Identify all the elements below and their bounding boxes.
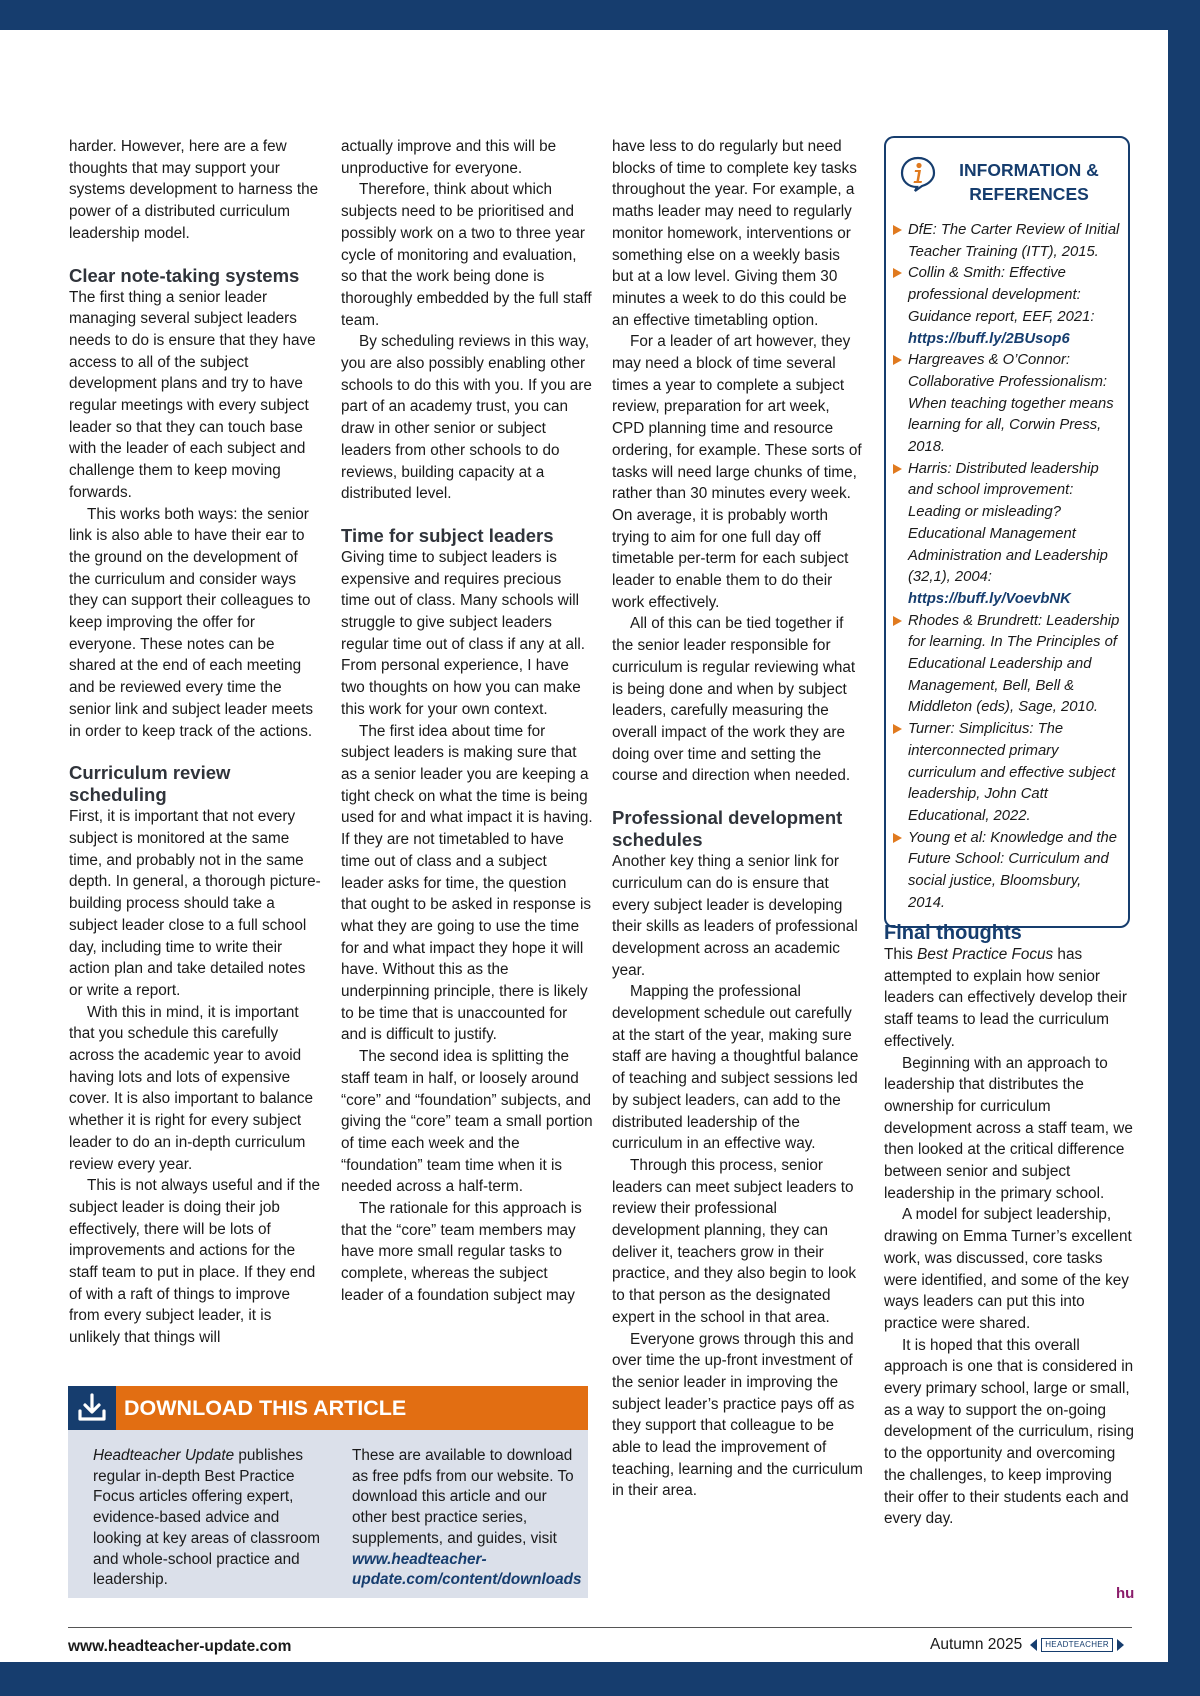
section-heading-final-thoughts: Final thoughts [884,922,1022,944]
paragraph: Everyone grows through this and over time the up-front investment of the senior leader in improving the subject leader’s practice pays off as they support that colleague to be able to lead the improvement of teaching, learning and the curriculum in their area. [612,1330,863,1500]
footer-url[interactable]: www.headteacher-update.com [68,1638,292,1655]
paragraph: This Best Practice Focus has attempted to explain how senior leaders can effectively develop their staff teams to lead the curriculum effectively. [884,946,1127,1050]
paragraph: harder. However, here are a few thoughts that may support your systems development to harness the power of a distributed curriculum leadership model. [69,138,319,242]
footer-issue [930,1636,1124,1654]
paragraph: Therefore, think about which subjects need to be prioritised and possibly work on a two to three year cycle of monitoring and evaluation, so that the work being done is thoroughly embedded by the full staff team. [341,181,592,329]
previous-page-icon[interactable] [1030,1639,1037,1651]
section-heading-professional-development: Professional development schedules [612,807,843,851]
paragraph: have less to do regularly but need blocks of time to complete key tasks throughout the year. For example, a maths leader may need to regularly monitor homework, interventions or something else on a weekly basis but at a low level. Giving them 30 minutes a week to do this could be an effective timetabling option. [612,138,857,329]
paragraph: For a leader of art however, they may need a block of time several times a year to complete a subject review, preparation for art week, CPD planning time and resource ordering, for example. These sorts of tasks will need large chunks of time, rather than 30 minutes every week. On average, it is probably worth trying to aim for one full day off timetable per-term for each subject leader to enable them to do their work effectively. [612,333,862,611]
section-heading-curriculum-review: Curriculum review scheduling [69,762,231,806]
article-column-1 [69,136,321,1349]
download-article-box [68,1386,588,1598]
article-column-4 [884,922,1134,1530]
paragraph: The first thing a senior leader managing several subject leaders needs to do is ensure that they have access to all of the subject development plans and try to have regular meetings with every subject leader so that they can touch base with the leader of each subject and challenge them to keep moving forwards. [69,288,316,501]
paragraph: By scheduling reviews in this way, you are also possibly enabling other schools to do this with you. If you are part of an academy trust, you can draw in other senior or subject leaders from other schools to do reviews, building capacity at a distributed level. [341,333,592,503]
information-references-box [884,136,1130,928]
reference-item: Collin & Smith: Effective professional development: Guidance report, EEF, 2021: https://buff.ly/2BUsop6 [892,263,1122,350]
reference-item: Turner: Simplicitus: The interconnected primary curriculum and effective subject leadership, John Catt Educational, 2022. [892,719,1122,828]
paragraph: The second idea is splitting the staff team in half, or loosely around “core” and “foundation” subjects, and giving the “core” team a small portion of time each week and the “foundation” team time when it is needed across a half-term. [341,1048,593,1196]
reference-list [892,220,1122,915]
reference-item: Harris: Distributed leadership and school improvement: Leading or misleading? Educational Management Administration and Leadership (32,1), 2004: https://buff.ly/VoevbNK [892,459,1122,611]
paragraph: Through this process, senior leaders can meet subject leaders to review their professional development planning, they can deliver it, teachers grow in their practice, and they also begin to look to that person as the designated expert in the school in that area. [612,1156,857,1326]
reference-link[interactable]: https://buff.ly/VoevbNK [908,590,1071,607]
reference-item: Young et al: Knowledge and the Future School: Curriculum and social justice, Bloomsbury, 2014. [892,828,1122,915]
download-title: DOWNLOAD THIS ARTICLE [124,1396,407,1420]
end-mark: hu [1116,1585,1135,1602]
info-icon [900,156,936,192]
section-heading-time: Time for subject leaders [341,524,554,546]
download-text-left: Headteacher Update publishes regular in-depth Best Practice Focus articles offering expert, evidence-based advice and looking at key areas of classroom and whole-school practice and leadership. [93,1447,321,1589]
paragraph: Beginning with an approach to leadership that distributes the ownership for curriculum development across a staff team, we then looked at the critical difference between senior and subject leadership in the primary school. [884,1054,1133,1202]
download-icon-box [68,1386,116,1430]
reference-item: Rhodes & Brundrett: Leadership for learning. In The Principles of Educational Leadership and Management, Bell, Bell & Middleton (eds), Sage, 2010. [892,611,1122,720]
reference-item: DfE: The Carter Review of Initial Teacher Training (ITT), 2015. [892,220,1122,263]
article-column-3 [612,136,864,1502]
downloads-link[interactable]: www.headteacher-update.com/content/downloads [352,1550,582,1589]
paragraph: Another key thing a senior link for curriculum can do is ensure that every subject leader is developing their skills as leaders of professional development across an academic year. [612,853,858,979]
info-header [892,156,1122,220]
download-text-right: These are available to download as free pdfs from our website. To download this article and our other best practice series, supplements, and guides, visit www.headteacher-update.com/content/downloads [352,1447,582,1589]
paragraph: The rationale for this approach is that the “core” team members may have more small regular tasks to complete, whereas the subject leader of a foundation subject may [341,1200,582,1304]
paragraph: All of this can be tied together if the senior leader responsible for curriculum is regular reviewing what is being done and when by subject leaders, carefully measuring the overall impact of the work they are doing over time and setting the course and direction when needed. [612,615,856,785]
issue-season: Autumn 2025 [930,1636,1023,1653]
section-heading-note-taking: Clear note-taking systems [69,264,300,286]
paragraph: Mapping the professional development schedule out carefully at the start of the year, making sure staff are having a thoughtful balance of teaching and subject sessions led by subject leaders, can add to the distributed leadership of the curriculum in an effective way. [612,983,859,1153]
paragraph: The first idea about time for subject leaders is making sure that as a senior leader you are keeping a tight check on what the time is being used for and what impact it is having. If they are not timetabled to have time out of class and a subject leader asks for time, the question that ought to be asked in response is what they are going to use the time for and what impact they hope it will have. Without this as the underpinning principle, there is likely to be time that is unaccounted for and is difficult to justify. [341,722,593,1044]
reference-item: Hargreaves & O’Connor: Collaborative Professionalism: When teaching together means learning for all, Corwin Press, 2018. [892,350,1122,459]
paragraph: This is not always useful and if the subject leader is doing their job effectively, there will be lots of improvements and actions for the staff team to put in place. If they end of with a raft of things to improve from every subject leader, it is unlikely that things will [69,1177,320,1347]
magazine-logo: HEADTEACHER [1041,1638,1113,1652]
paragraph: With this in mind, it is important that you schedule this carefully across the academic year to avoid having lots and lots of expensive cover. It is also important to balance whether it is right for every subject leader to do an in-depth curriculum review every year. [69,1003,314,1173]
article-column-2 [341,136,593,1307]
reference-link[interactable]: https://buff.ly/2BUsop6 [908,330,1070,347]
paragraph: A model for subject leadership, drawing on Emma Turner’s excellent work, was discussed, core tasks were identified, and some of the key ways leaders can put this into practice were shared. [884,1206,1132,1332]
paragraph: First, it is important that not every subject is monitored at the same time, and probably not in the same depth. In general, a thorough picture-building process should take a subject leader close to a full school day, including time to write their action plan and take detailed notes or write a report. [69,808,321,999]
next-page-icon[interactable] [1117,1639,1124,1651]
paragraph: Giving time to subject leaders is expensive and requires precious time out of class. Many schools will struggle to give subject leaders regular time out of class if any at all. From personal experience, I have two thoughts on how you can make this work for your own context. [341,548,586,718]
paragraph: actually improve and this will be unproductive for everyone. [341,138,557,177]
download-header [68,1386,588,1430]
info-title: INFORMATION & REFERENCES [959,160,1099,204]
paragraph: This works both ways: the senior link is also able to have their ear to the ground on the development of the curriculum and consider ways they can support their colleagues to keep improving the offer for everyone. These notes can be shared at the end of each meeting and be reviewed every time the senior link and subject leader meets in order to keep track of the actions. [69,505,314,740]
paragraph: It is hoped that this overall approach is one that is considered in every primary school, large or small, as a way to support the on-going development of the curriculum, rising to the opportunity and overcoming the challenges, to keep improving their offer to their students each and every day. [884,1336,1134,1528]
footer-divider [68,1627,1132,1628]
download-icon [68,1386,116,1430]
